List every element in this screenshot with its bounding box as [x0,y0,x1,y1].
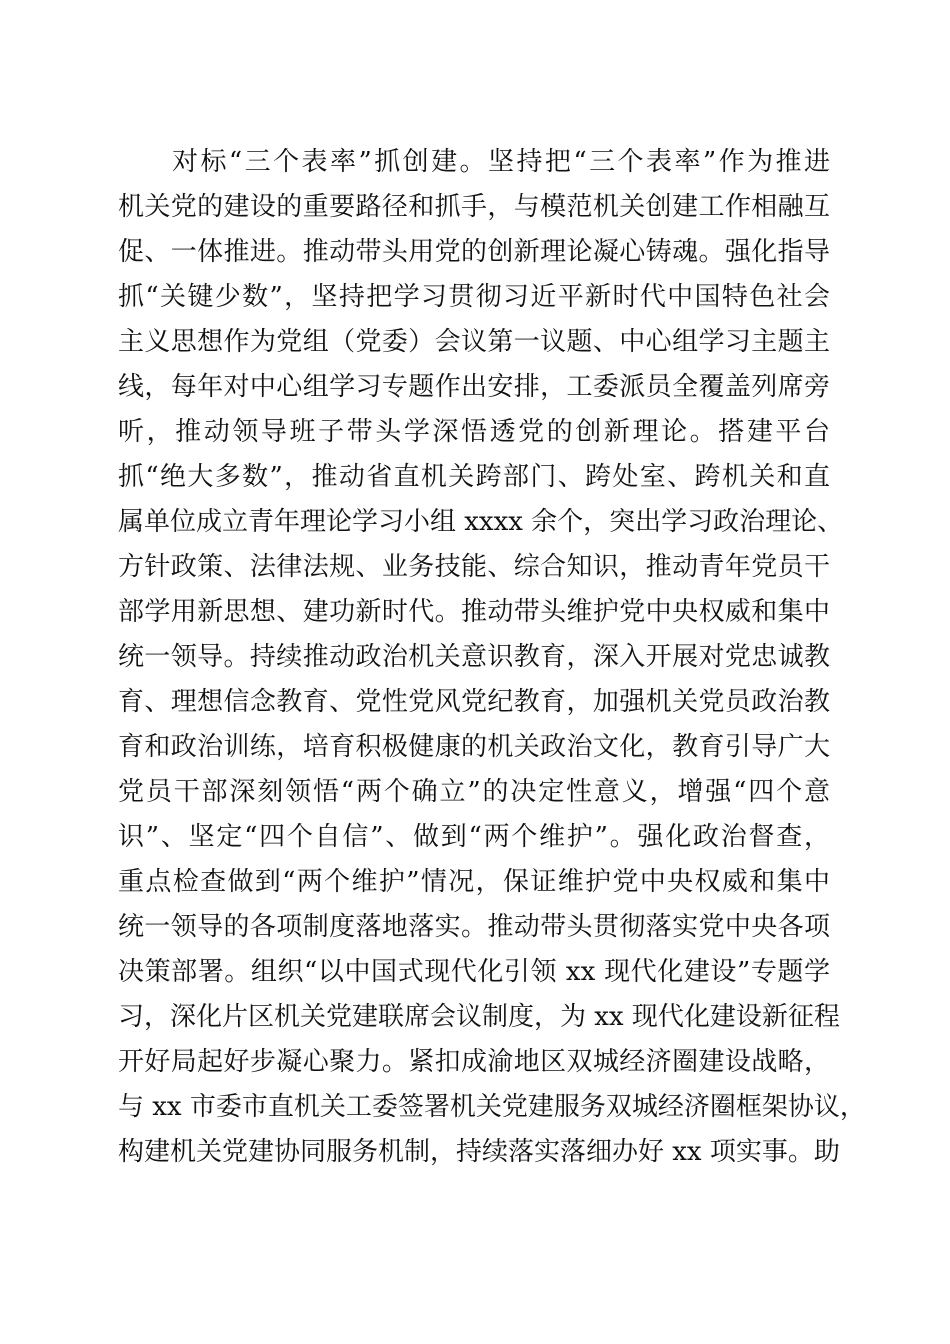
text-line: 促、一体推进。推动带头用党的创新理论凝心铸魂。强化指导 [118,237,830,267]
text-line: 线，每年对中心组学习专题作出安排，工委派员全覆盖列席旁 [118,372,830,402]
text-line: 育、理想信念教育、党性党风党纪教育，加强机关党员政治教 [118,687,830,717]
text-line: 机关党的建设的重要路径和抓手，与模范机关创建工作相融互 [118,192,830,222]
text-line: 构建机关党建协同服务机制，持续落实落细办好 xx 项实事。助 [118,1137,840,1167]
text-line: 部学用新思想、建功新时代。推动带头维护党中央权威和集中 [118,597,830,627]
text-line: 党员干部深刻领悟“两个确立”的决定性意义，增强“四个意 [118,777,830,807]
text-line: 对标“三个表率”抓创建。坚持把“三个表率”作为推进 [172,147,830,177]
text-line: 属单位成立青年理论学习小组 xxxx 余个，突出学习政治理论、 [118,507,844,537]
text-line: 抓“关键少数”，坚持把学习贯彻习近平新时代中国特色社会 [118,282,830,312]
text-line: 主义思想作为党组（党委）会议第一议题、中心组学习主题主 [118,327,830,357]
text-line: 听，推动领导班子带头学深悟透党的创新理论。搭建平台 [118,417,830,447]
body-paragraph [118,140,866,1175]
text-line: 育和政治训练，培育积极健康的机关政治文化，教育引导广大 [118,732,830,762]
text-line: 重点检查做到“两个维护”情况，保证维护党中央权威和集中 [118,867,830,897]
text-line: 与 xx 市委市直机关工委签署机关党建服务双城经济圈框架协议， [118,1092,866,1122]
text-line: 方针政策、法律法规、业务技能、综合知识，推动青年党员干 [118,552,830,582]
text-line: 统一领导的各项制度落地落实。推动带头贯彻落实党中央各项 [118,912,830,942]
text-line: 开好局起好步凝心聚力。紧扣成渝地区双城经济圈建设战略， [118,1047,830,1077]
text-line: 识”、坚定“四个自信”、做到“两个维护”。强化政治督查， [118,822,830,852]
text-line: 抓“绝大多数”，推动省直机关跨部门、跨处室、跨机关和直 [118,462,830,492]
text-line: 决策部署。组织“以中国式现代化引领 xx 现代化建设”专题学 [118,957,830,987]
text-line: 习，深化片区机关党建联席会议制度，为 xx 现代化建设新征程 [118,1002,840,1032]
text-line: 统一领导。持续推动政治机关意识教育，深入开展对党忠诚教 [118,642,830,672]
